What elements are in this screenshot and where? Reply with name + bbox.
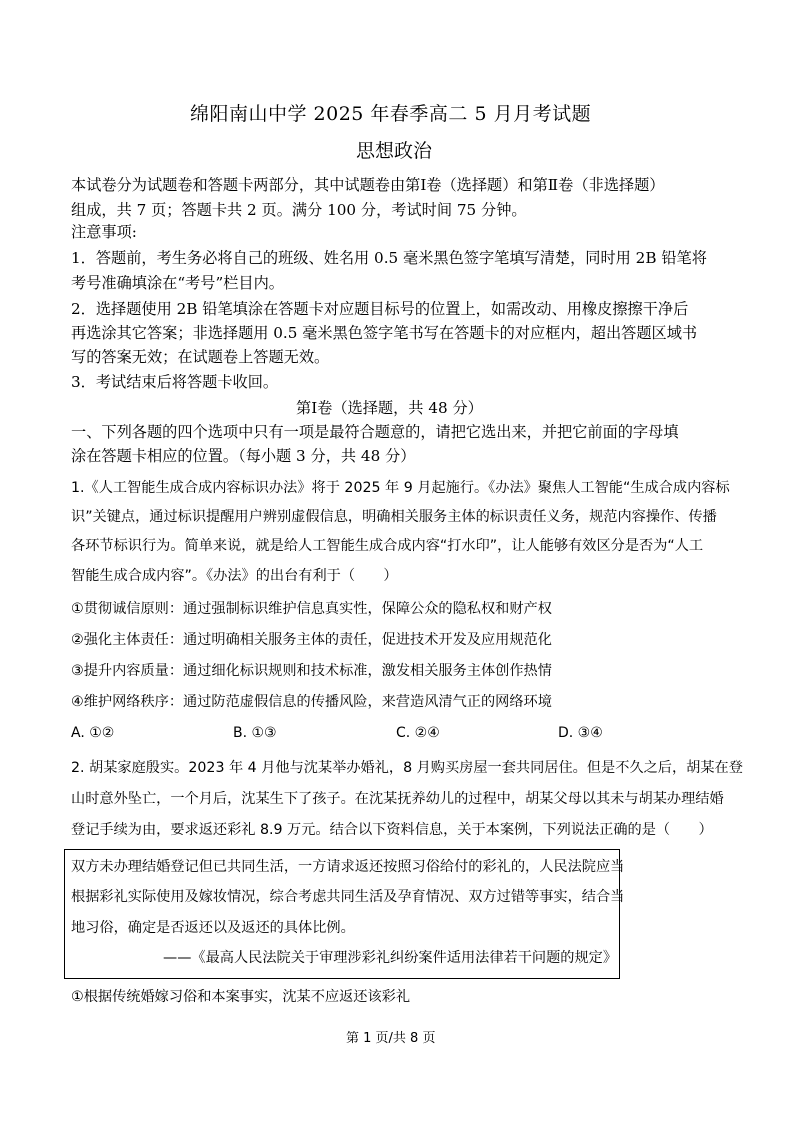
q1-statement: ①贯彻诚信原则：通过强制标识维护信息真实性，保障公众的隐私权和财产权: [71, 601, 552, 617]
note-line: 2．选择题使用 2B 铅笔填涂在答题卡对应题目标号的位置上，如需改动、用橡皮擦擦干净后: [71, 300, 689, 318]
q1-statement: ③提升内容质量：通过细化标识规则和技术标准，激发相关服务主体创作热情: [71, 663, 552, 679]
note-line: 3．考试结束后将答题卡收回。: [71, 373, 279, 391]
q1-option-d: D. ③④: [558, 725, 603, 741]
excerpt-line: 地习俗，确定是否返还以及返还的具体比例。: [71, 920, 355, 936]
q2-stem-line: 山时意外坠亡，一个月后，沈某生下了孩子。在沈某抚养幼儿的过程中，胡某父母以其未与胡某办理结婚: [71, 791, 724, 807]
intro-line: 本试卷分为试题卷和答题卡两部分，其中试题卷由第Ⅰ卷（选择题）和第Ⅱ卷（非选择题）: [71, 176, 665, 194]
q1-stem-line: 各环节标识行为。简单来说，就是给人工智能生成合成内容“打水印”，让人能够有效区分是否为“人工: [71, 538, 704, 554]
q1-option-a: A. ①②: [71, 725, 115, 741]
q1-stem-line: 1.《人工智能生成合成内容标识办法》将于 2025 年 9 月起施行。《办法》聚焦人工智能“生成合成内容标: [71, 480, 730, 496]
q2-stem-line: 登记手续为由，要求返还彩礼 8.9 万元。结合以下资料信息，关于本案例，下列说法正确的是（ ）: [71, 822, 713, 838]
q1-statement: ④维护网络秩序：通过防范虚假信息的传播风险，来营造风清气正的网络环境: [71, 694, 552, 710]
q2-statement: ①根据传统婚嫁习俗和本案事实，沈某不应返还该彩礼: [71, 989, 411, 1005]
section-title: 第Ⅰ卷（选择题，共 48 分）: [296, 399, 483, 417]
page-number: 第 1 页/共 8 页: [346, 1031, 436, 1046]
q1-option-c: C. ②④: [396, 725, 440, 741]
section-instructions: 涂在答题卡相应的位置。（每小题 3 分，共 48 分）: [71, 447, 416, 465]
excerpt-source: ——《最高人民法院关于审理涉彩礼纠纷案件适用法律若干问题的规定》: [163, 950, 618, 966]
excerpt-line: 双方未办理结婚登记但已共同生活，一方请求返还按照习俗给付的彩礼的，人民法院应当: [71, 859, 625, 875]
excerpt-line: 根据彩礼实际使用及嫁妆情况，综合考虑共同生活及孕育情况、双方过错等事实，结合当: [71, 889, 625, 905]
subject-title: 思想政治: [356, 140, 433, 162]
q1-option-b: B. ①③: [233, 725, 277, 741]
q1-stem-line: 识”关键点，通过标识提醒用户辨别虚假信息，明确相关服务主体的标识责任义务，规范内容操作、传播: [71, 509, 717, 525]
q1-stem-line: 智能生成合成内容”。《办法》的出台有利于（ ）: [71, 568, 398, 584]
q2-stem-line: 2. 胡某家庭殷实。2023 年 4 月他与沈某举办婚礼，8 月购买房屋一套共同居住。但是不久之后，胡某在登: [71, 760, 743, 776]
notes-heading: 注意事项:: [71, 223, 137, 241]
intro-line: 组成，共 7 页；答题卡共 2 页。满分 100 分，考试时间 75 分钟。: [71, 201, 527, 219]
document-title: 绵阳南山中学 2025 年春季高二 5 月月考试题: [190, 103, 592, 125]
note-line: 考号准确填涂在“考号”栏目内。: [71, 274, 284, 292]
note-line: 再选涂其它答案；非选择题用 0.5 毫米黑色签字笔书写在答题卡的对应框内，超出答题区域书: [71, 324, 698, 342]
section-instructions: 一、下列各题的四个选项中只有一项是最符合题意的，请把它选出来，并把它前面的字母填: [71, 423, 679, 441]
note-line: 写的答案无效；在试题卷上答题无效。: [71, 348, 330, 366]
note-line: 1．答题前，考生务必将自己的班级、姓名用 0.5 毫米黑色签字笔填写清楚，同时用 2B 铅笔将: [71, 249, 707, 267]
q1-statement: ②强化主体责任：通过明确相关服务主体的责任，促进技术开发及应用规范化: [71, 632, 552, 648]
